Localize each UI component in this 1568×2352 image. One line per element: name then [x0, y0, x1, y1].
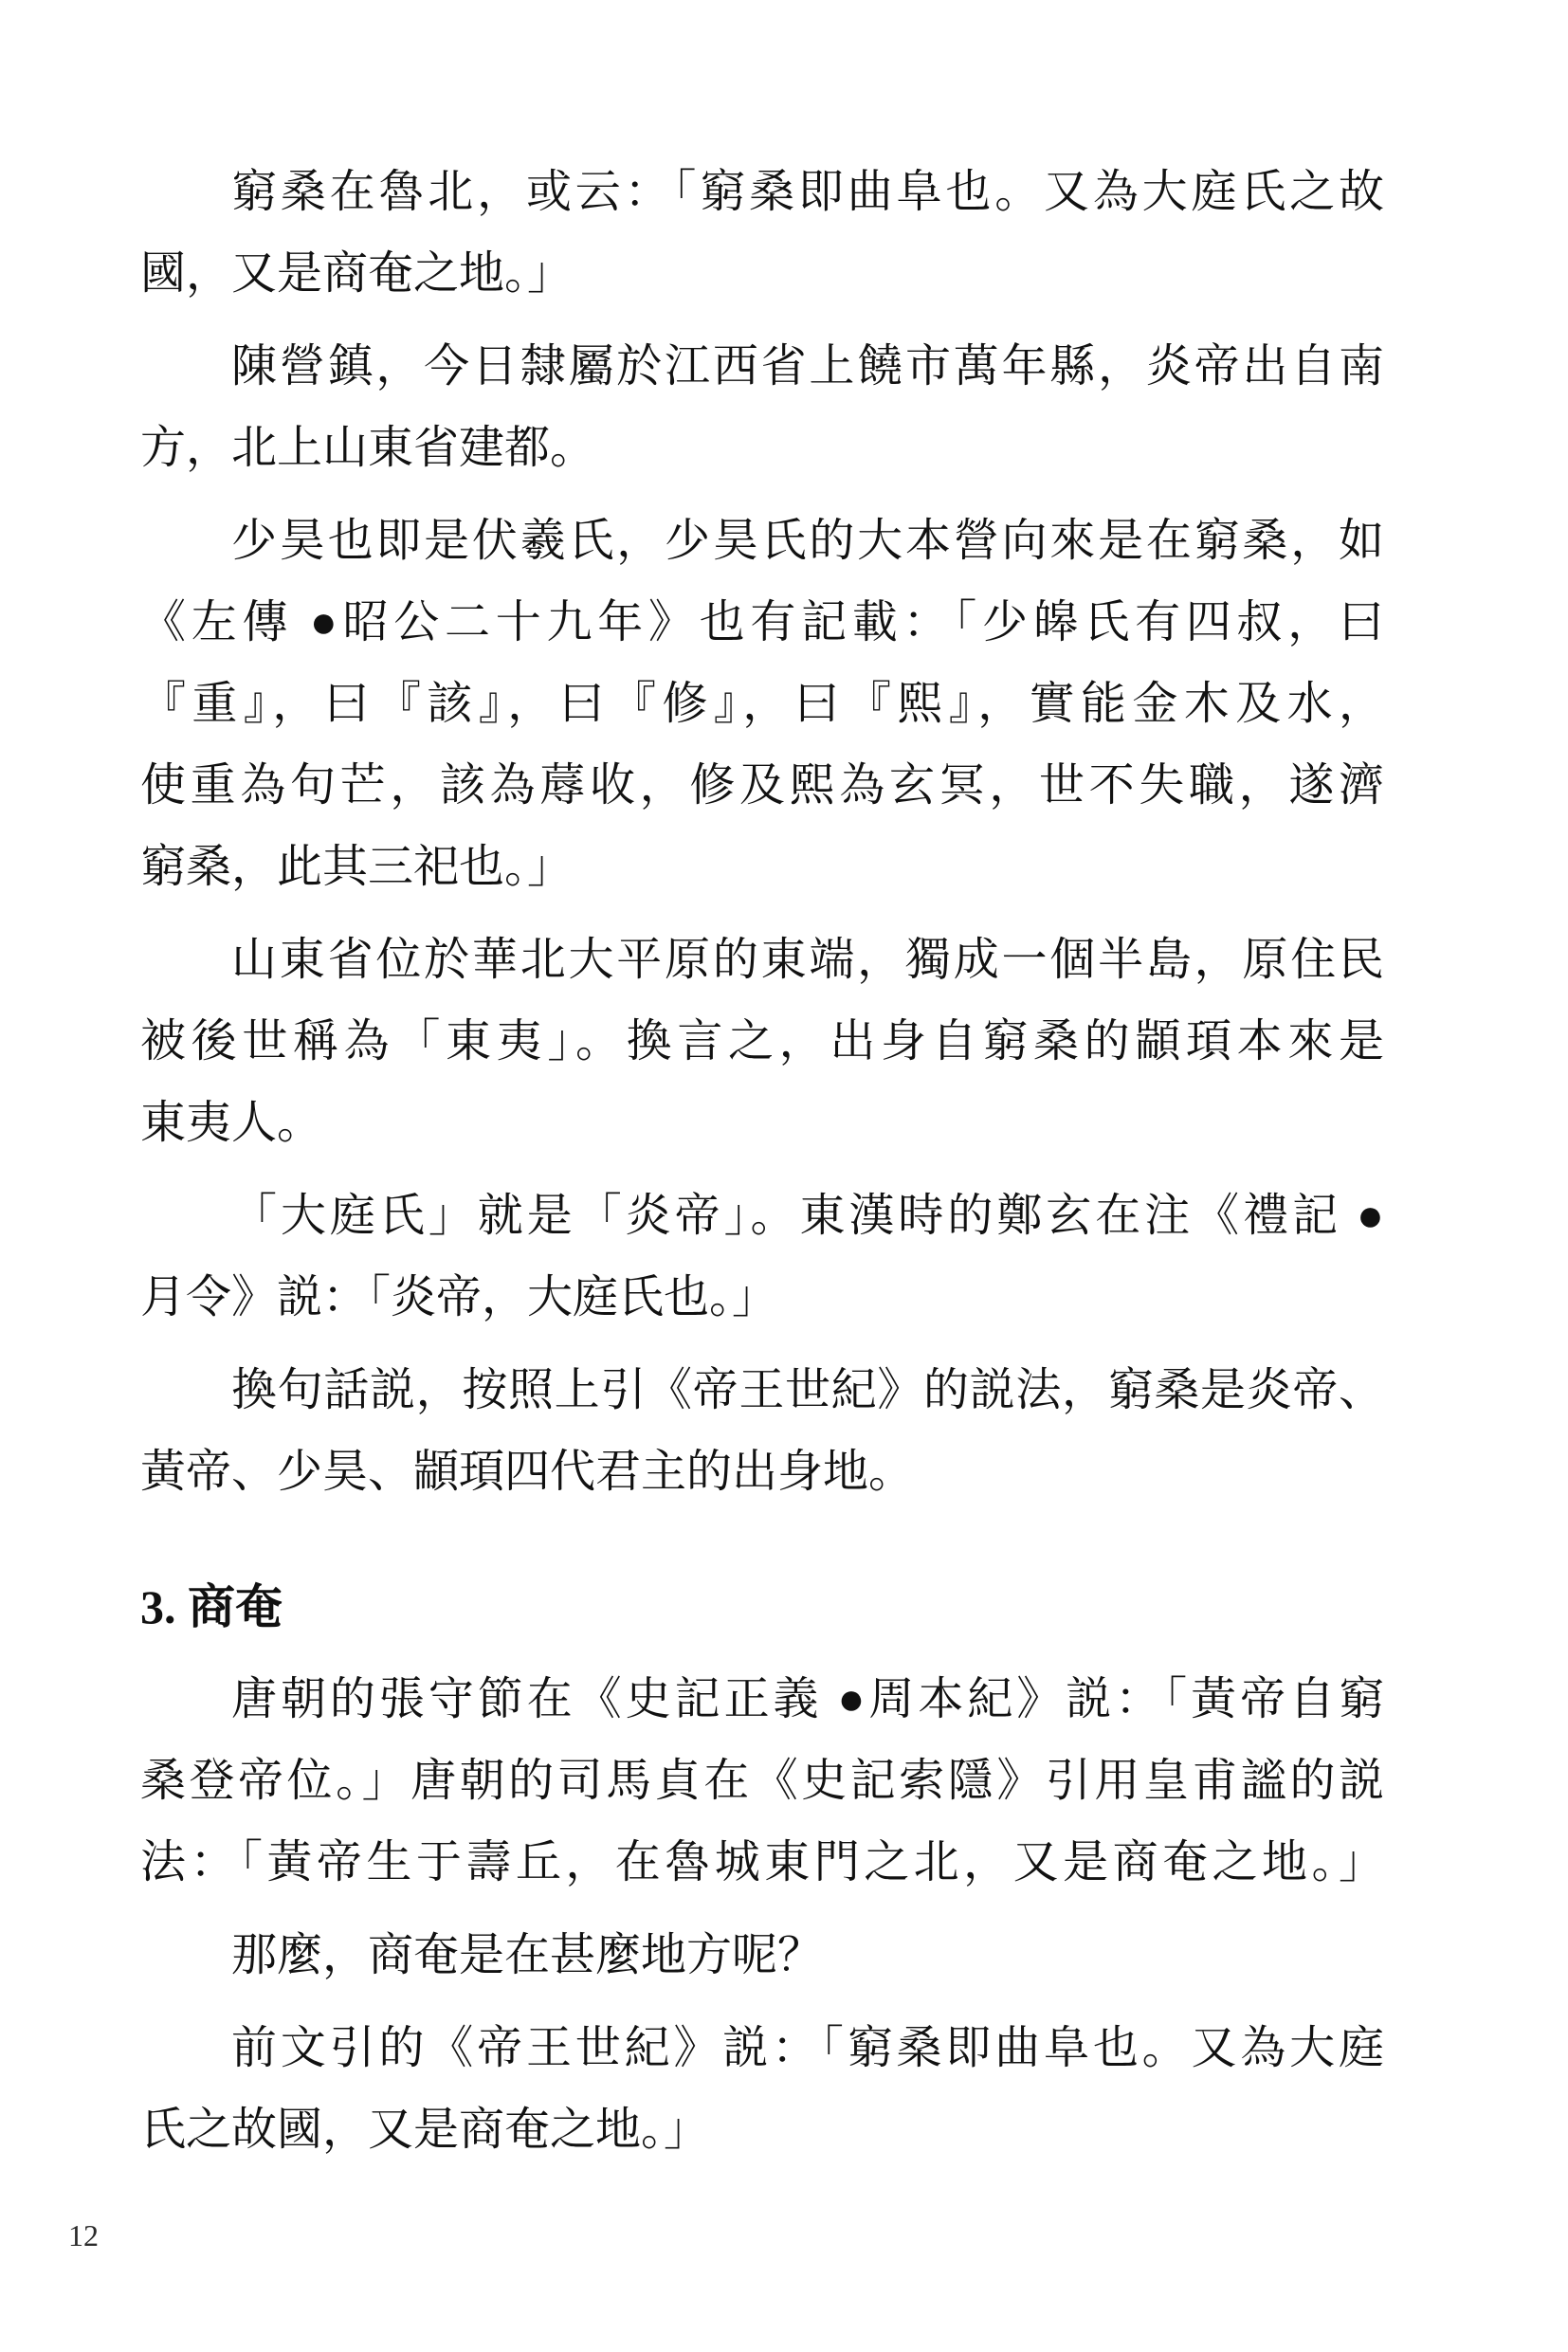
text-line: 換句話説，按照上引《帝王世紀》的説法，窮桑是炎帝、	[231, 1365, 1384, 1415]
section-heading: 3. 商奄	[140, 1580, 283, 1633]
text-line: 使重為句芒，該為蓐收，修及熙為玄冥，世不失職，遂濟	[140, 760, 1384, 811]
text-line: 月令》説：「炎帝，大庭氏也。」	[140, 1272, 778, 1322]
text-line: 被後世稱為「東夷」。換言之，出身自窮桑的顓頊本來是	[140, 1016, 1384, 1067]
text-line: 陳營鎮，今日隸屬於江西省上饒市萬年縣，炎帝出自南	[231, 341, 1384, 392]
text-line: 國，又是商奄之地。」	[140, 248, 574, 299]
text-line: 法：「黃帝生于壽丘，在魯城東門之北，又是商奄之地。」	[140, 1837, 1384, 1887]
text-line: 方，北上山東省建都。	[140, 423, 596, 473]
text-line: 少昊也即是伏羲氏，少昊氏的大本營向來是在窮桑，如	[231, 516, 1384, 566]
text-line: 唐朝的張守節在《史記正義 ●周本紀》説：「黃帝自窮	[231, 1674, 1384, 1724]
text-line: 前文引的《帝王世紀》説：「窮桑即曲阜也。又為大庭	[231, 2023, 1384, 2073]
text-line: 東夷人。	[140, 1098, 323, 1148]
text-line: 窮桑在魯北，或云：「窮桑即曲阜也。又為大庭氏之故	[231, 167, 1384, 217]
text-line: 《左傳 ●昭公二十九年》也有記載：「少皞氏有四叔，曰	[140, 597, 1384, 647]
page-number: 12	[68, 2218, 99, 2252]
text-line: 窮桑，此其三祀也。」	[140, 842, 574, 892]
text-line: 黃帝、少昊、顓頊四代君主的出身地。	[140, 1447, 915, 1497]
text-line: 桑登帝位。」唐朝的司馬貞在《史記索隱》引用皇甫謐的説	[140, 1756, 1384, 1806]
text-line: 氏之故國，又是商奄之地。」	[140, 2105, 710, 2155]
text-line: 「大庭氏」就是「炎帝」。東漢時的鄭玄在注《禮記 ●	[231, 1191, 1384, 1241]
text-line: 山東省位於華北大平原的東端，獨成一個半島，原住民	[231, 935, 1384, 985]
text-line: 『重』，曰『該』，曰『修』，曰『熙』，實能金木及水，	[140, 679, 1384, 729]
text-block	[140, 152, 1384, 2171]
text-line: 那麼，商奄是在甚麼地方呢？	[231, 1930, 824, 1980]
